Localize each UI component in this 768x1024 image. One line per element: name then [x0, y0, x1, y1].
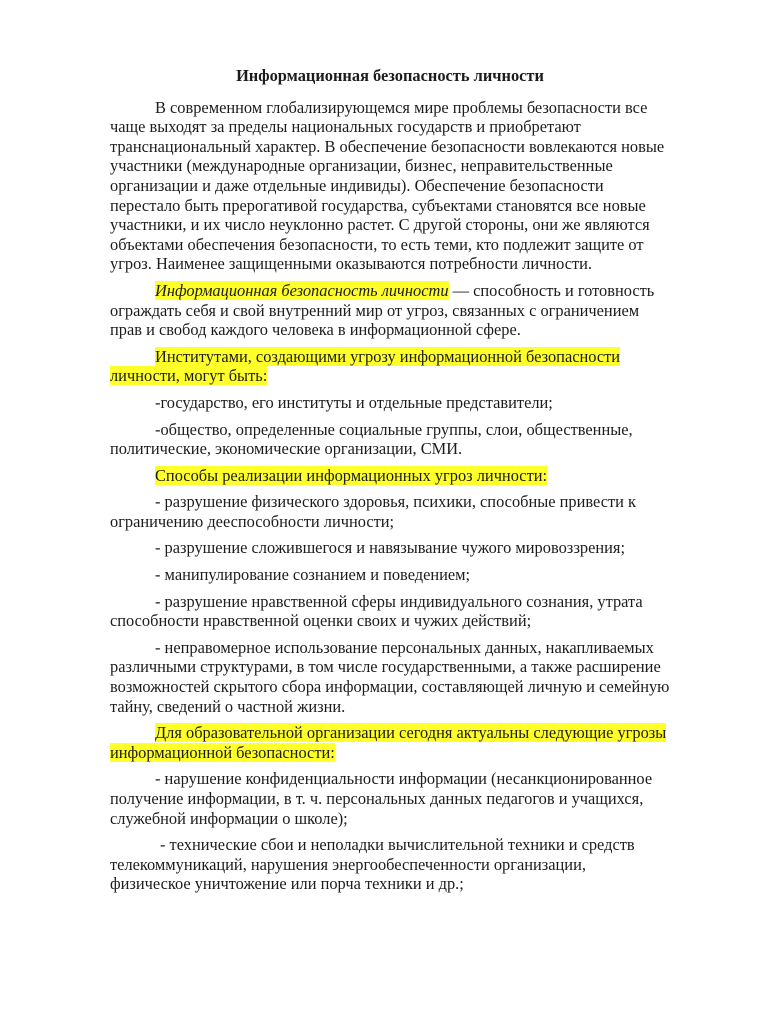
institutions-item: -общество, определенные социальные группы, слои, общественные, политические, экономические организации, СМИ.	[110, 419, 633, 459]
institutions-heading: Институтами, создающими угрозу информационной безопасности личности, могут быть:	[110, 346, 621, 386]
education-item: - технические сбои и неполадки вычислительной техники и средств телекоммуникаций, нарушения энергообеспеченности организации, физическое уничтожение или порча техники и др.;	[110, 835, 635, 894]
definition-term: Информационная безопасность личности	[155, 280, 449, 300]
definition-text: — способность и готовность ограждать себя и свой внутренний мир от угроз, связанных с ограничением прав и свобод каждого человека в информационной сфере.	[110, 280, 655, 340]
methods-heading: Способы реализации информационных угроз личности:	[155, 465, 548, 485]
intro-paragraph: В современном глобализирующемся мире проблемы безопасности все чаще выходят за пределы национальных государств и приобретают транснациональный характер. В обеспечение безопасности вовлекаются новые участники (международные организации, бизнес, неправительственные организации и даже отдельные индивиды). Обеспечение безопасности перестало быть прерогативой государства, субъектами становятся все новые участники, и их число неуклонно растет. С другой стороны, они же являются объектами обеспечения безопасности, то есть теми, кто подлежит защите от угроз. Наименее защищенными оказываются потребности личности.	[110, 97, 665, 274]
document-body	[110, 66, 670, 901]
methods-item: - манипулирование сознанием и поведением;	[155, 565, 471, 585]
definition-paragraph	[110, 281, 670, 340]
methods-item: - неправомерное использование персональных данных, накапливаемых различными структурами, в том числе государственными, а также расширение возможностей скрытого сбора информации, составляющей личную и семейную тайну, сведений о частной жизни.	[110, 637, 670, 716]
institutions-item: -государство, его институты и отдельные представители;	[155, 392, 553, 412]
education-heading: Для образовательной организации сегодня актуальны следующие угрозы информационной безопасности:	[110, 723, 667, 762]
methods-item: - разрушение сложившегося и навязывание чужого мировоззрения;	[155, 538, 626, 558]
institutions-heading-paragraph	[110, 347, 670, 386]
education-heading-paragraph	[110, 723, 670, 762]
methods-heading-paragraph	[110, 466, 670, 486]
document-title: Информационная безопасность личности	[236, 66, 544, 85]
methods-item: - разрушение физического здоровья, психики, способные привести к ограничению дееспособности личности;	[110, 492, 636, 531]
education-item: - нарушение конфиденциальности информации (несанкционированное получение информации, в т. ч. персональных данных педагогов и учащихся, служебной информации о школе);	[110, 769, 653, 828]
methods-item: - разрушение нравственной сферы индивидуального сознания, утрата способности нравственной оценки своих и чужих действий;	[110, 591, 643, 631]
